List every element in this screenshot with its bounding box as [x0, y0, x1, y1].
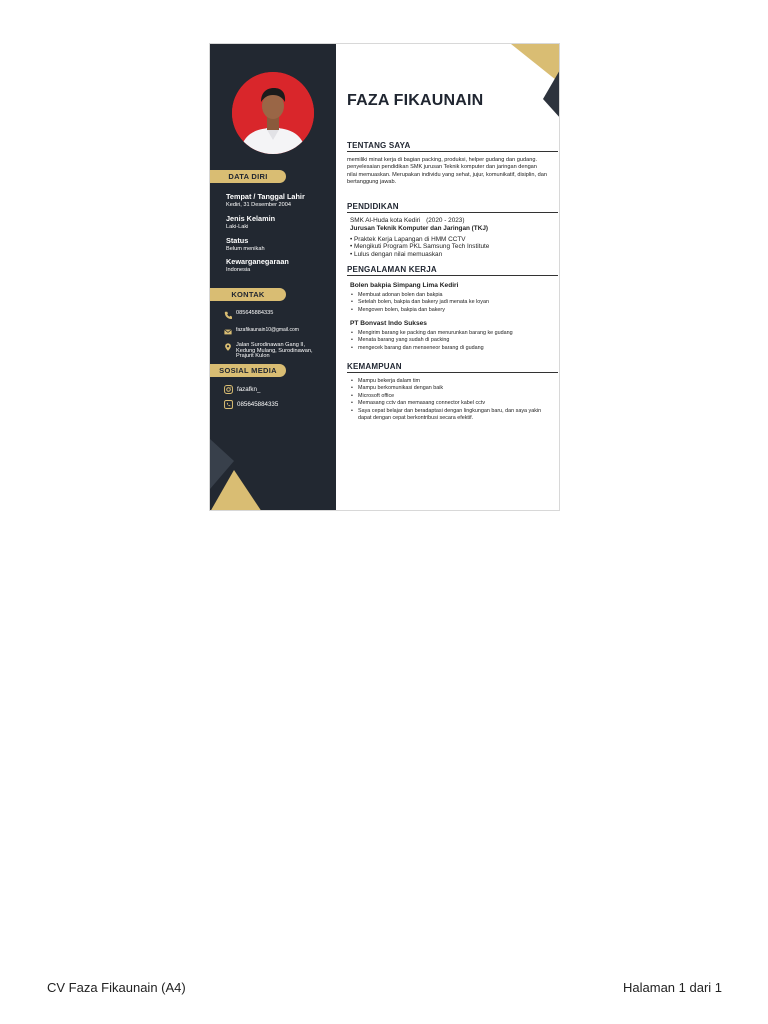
education-list — [350, 236, 489, 258]
list-item: • Mengikuti Program PKL Samsung Tech Institute — [350, 243, 489, 250]
full-name: FAZA FIKAUNAIN — [347, 92, 484, 109]
instagram-handle: fazafkn_ — [237, 386, 261, 393]
resume-main — [336, 44, 560, 511]
list-item: • Mampu berkomunikasi dengan baik — [358, 385, 543, 392]
location-pin-icon — [224, 343, 232, 351]
birth-label: Tempat / Tanggal Lahir — [226, 192, 305, 201]
contact-heading: KONTAK — [210, 288, 286, 301]
list-item: • Memasang cctv dan memasang connector kabel cctv — [358, 400, 543, 407]
address-line1: Jalan Surodinawan Gang II, — [236, 342, 306, 348]
section-divider — [347, 372, 558, 373]
email-value: fazafikaunain10@gmail.com — [236, 327, 299, 333]
email-row — [224, 328, 299, 336]
resume-sidebar — [210, 44, 336, 511]
education-major: Jurusan Teknik Komputer dan Jaringan (TKJ) — [350, 225, 489, 232]
status-value: Belum menikah — [226, 246, 265, 252]
social-heading: SOSIAL MEDIA — [210, 364, 286, 377]
footer-page-number: Halaman 1 dari 1 — [623, 980, 722, 995]
list-item: • Lulus dengan nilai memuaskan — [350, 251, 489, 258]
school-name: SMK Al-Huda kota Kediri — [350, 217, 421, 224]
resume-page — [209, 43, 560, 511]
instagram-icon — [224, 385, 233, 394]
list-item: • Setelah bolen, bakpia dan bakery jadi menata ke loyan — [358, 299, 558, 306]
email-icon — [224, 328, 232, 336]
profile-photo — [232, 72, 314, 154]
job-duties-list — [350, 292, 558, 314]
experience-heading: PENGALAMAN KERJA — [347, 265, 437, 274]
gender-label: Jenis Kelamin — [226, 214, 276, 223]
phone-icon — [224, 311, 232, 319]
about-text: memiliki minat kerja di bagian packing, produksi, helper gudang dan gudang. penyelesaian pendidikan SMK jurusan Teknik komputer dan jaringan dengan nilai memuaskan. Merupakan individu yang sehat, jujur, komunikatif, disiplin, dan bertanggung jawab. — [347, 157, 547, 186]
citizenship-value: Indonesia — [226, 267, 251, 273]
education-heading: PENDIDIKAN — [347, 202, 399, 211]
list-item: • Membuat adonan bolen dan bakpia — [358, 292, 558, 299]
section-divider — [347, 212, 558, 213]
list-item: • Praktek Kerja Lapangan di HMM CCTV — [350, 236, 489, 243]
section-divider — [347, 275, 558, 276]
education-school — [350, 217, 464, 224]
skills-heading: KEMAMPUAN — [347, 362, 402, 371]
phone-row — [224, 311, 273, 319]
footer-document-title: CV Faza Fikaunain (A4) — [47, 980, 186, 995]
data-diri-heading: DATA DIRI — [210, 170, 286, 183]
birth-value: Kediri, 31 Desember 2004 — [226, 202, 291, 208]
whatsapp-icon — [224, 400, 233, 409]
whatsapp-number: 085645884335 — [237, 401, 279, 408]
address-line2: Kedung Mulang, Surodinawan, — [236, 347, 313, 354]
skills-list — [350, 378, 543, 422]
list-item: • Mengirim barang ke packing dan menurunkan barang ke gudang — [358, 330, 558, 337]
school-years: (2020 - 2023) — [426, 217, 465, 224]
decorative-corner — [511, 44, 560, 119]
whatsapp-row — [224, 400, 278, 409]
list-item: • mengecek barang dan menseneor barang di gudang — [358, 345, 558, 352]
person-silhouette-icon — [232, 72, 314, 154]
about-heading: TENTANG SAYA — [347, 141, 411, 150]
list-item: • Menata barang yang sudah di packing — [358, 337, 558, 344]
address-row — [224, 343, 313, 360]
section-divider — [347, 151, 558, 152]
list-item: • Saya cepat belajar dan beradaptasi dengan lingkungan baru, dan saya yakin dapat dengan cepat berkontribusi secara efektif. — [358, 408, 543, 423]
instagram-row — [224, 385, 260, 394]
job-title: PT Bonvast Indo Sukses — [350, 320, 427, 327]
list-item: • Microsoft office — [358, 393, 543, 400]
list-item: • Mengoven bolen, bakpia dan bakery — [358, 307, 558, 314]
gender-value: Laki-Laki — [226, 224, 249, 230]
job-duties-list — [350, 330, 558, 352]
status-label: Status — [226, 236, 249, 245]
decorative-triangle-gold — [210, 470, 262, 511]
citizenship-label: Kewarganegaraan — [226, 257, 289, 266]
list-item: • Mampu bekerja dalam tim — [358, 378, 543, 385]
phone-value: 085645884335 — [236, 310, 274, 316]
job-title: Bolen bakpia Simpang Lima Kediri — [350, 282, 459, 289]
address-line3: Prajurit Kulon — [236, 353, 270, 360]
